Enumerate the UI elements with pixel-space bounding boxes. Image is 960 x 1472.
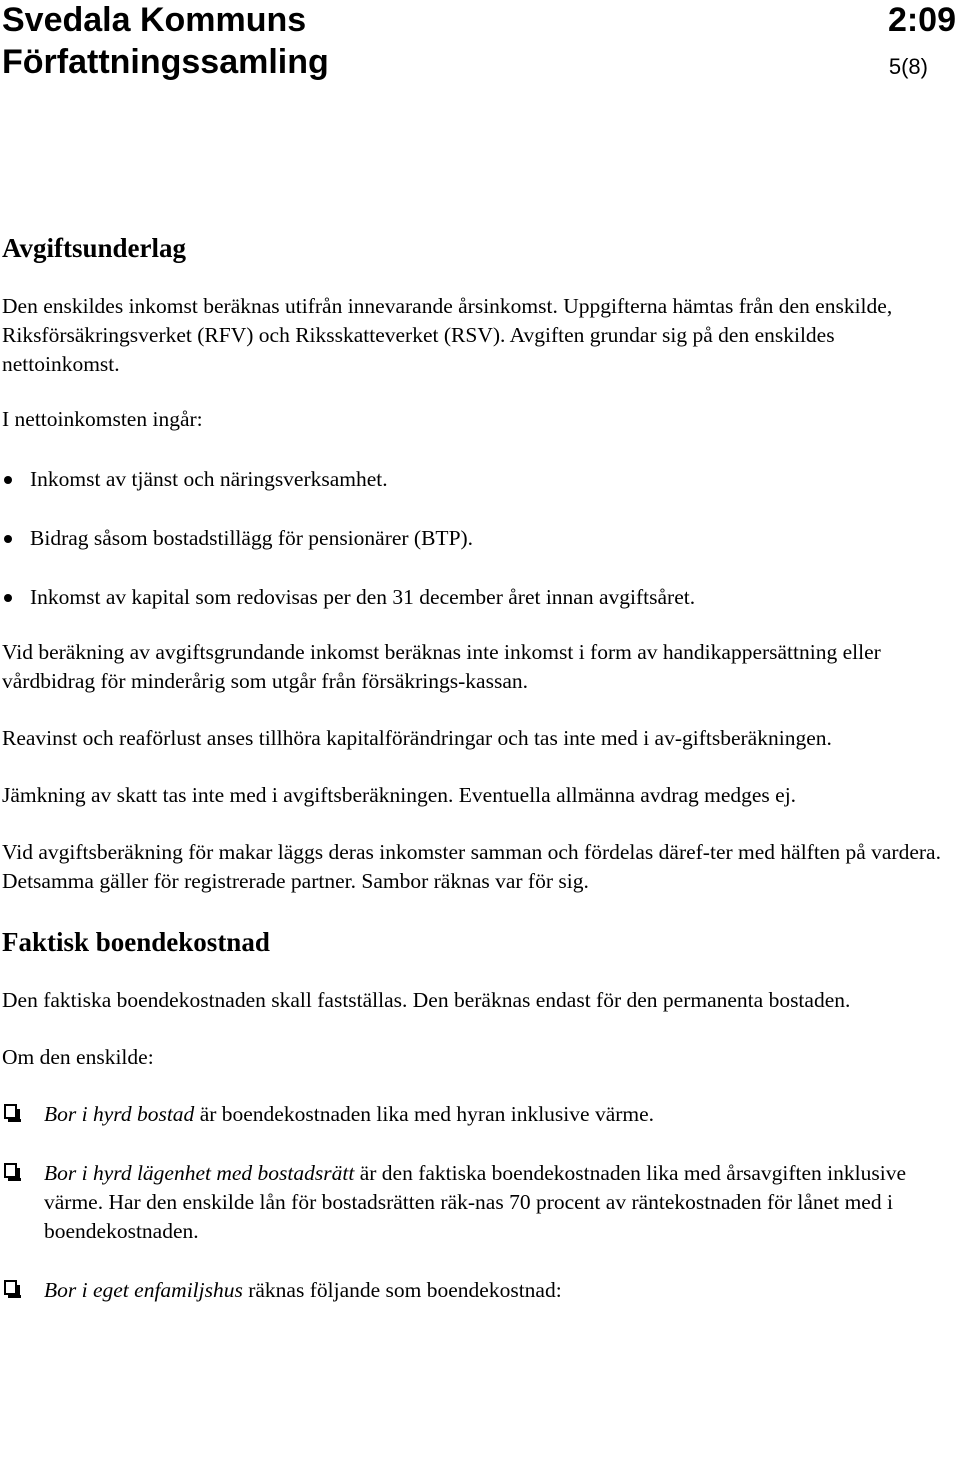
income-list [2,465,952,612]
header-title-line2: Författningssamling [2,43,329,81]
list-item-text: är den faktiska boendekostnaden lika med årsavgiften inklusive värme. Har den enskilde lån för bostadsrätten räk-nas 70 procent av räntekostnaden för lånet med i boendekostnaden. [44,1161,907,1243]
list-item [2,1159,952,1246]
list-item-text: Inkomst av kapital som redovisas per den 31 december året innan avgiftsåret. [30,585,696,609]
list-item-text: är boendekostnaden lika med hyran inklusive värme. [194,1102,655,1126]
paragraph: Vid beräkning av avgiftsgrundande inkomst beräknas inte inkomst i form av handikappersättning eller vårdbidrag för minderårig som utgår från försäkrings-kassan. [2,640,881,693]
paragraph: Om den enskilde: [2,1045,154,1069]
paragraph: Vid avgiftsberäkning för makar läggs deras inkomster samman och fördelas däref-ter med hälften på vardera. Detsamma gäller för registrerade partner. Sambor räknas var för sig. [2,840,941,893]
paragraph: Reavinst och reaförlust anses tillhöra kapitalförändringar och tas inte med i av-giftsberäkningen. [2,726,832,750]
checkbox-bullet-icon [4,1163,17,1178]
list-item-emphasis: Bor i hyrd lägenhet med bostadsrätt [44,1161,355,1185]
list-item [2,465,952,494]
paragraph: Den enskildes inkomst beräknas utifrån innevarande årsinkomst. Uppgifterna hämtas från den enskilde, Riksförsäkringsverket (RFV) och Riksskatteverket (RSV). Avgiften grundar sig på den enskildes nettoinkomst. [2,294,893,376]
list-item-text: räknas följande som boendekostnad: [242,1278,562,1302]
list-item [2,1100,952,1129]
bullet-icon [4,594,12,602]
paragraph: Jämkning av skatt tas inte med i avgiftsberäkningen. Eventuella allmänna avdrag medges ej. [2,783,797,807]
page-header [0,0,960,90]
page-indicator: 5(8) [888,54,928,79]
list-item-text: Bidrag såsom bostadstillägg för pensionärer (BTP). [30,526,474,550]
list-item [2,583,952,612]
paragraph: I nettoinkomsten ingår: [2,407,203,431]
list-item [2,1276,952,1305]
list-item-emphasis: Bor i eget enfamiljshus [44,1278,243,1302]
paragraph: Den faktiska boendekostnaden skall fastställas. Den beräknas endast för den permanenta bostaden. [2,988,851,1012]
list-item-text: Inkomst av tjänst och näringsverksamhet. [30,467,388,491]
header-title-line1: Svedala Kommuns [2,1,307,39]
document-number: 2:09 [887,1,956,39]
section-heading-avgiftsunderlag: Avgiftsunderlag [2,233,187,263]
checkbox-bullet-icon [4,1280,17,1295]
list-item-emphasis: Bor i hyrd bostad [44,1102,195,1126]
checkbox-bullet-icon [4,1104,17,1119]
bullet-icon [4,476,12,484]
document-body [2,232,952,1305]
section-heading-faktisk-boendekostnad: Faktisk boendekostnad [2,927,270,957]
list-item [2,524,952,553]
housing-list [2,1100,952,1305]
bullet-icon [4,535,12,543]
